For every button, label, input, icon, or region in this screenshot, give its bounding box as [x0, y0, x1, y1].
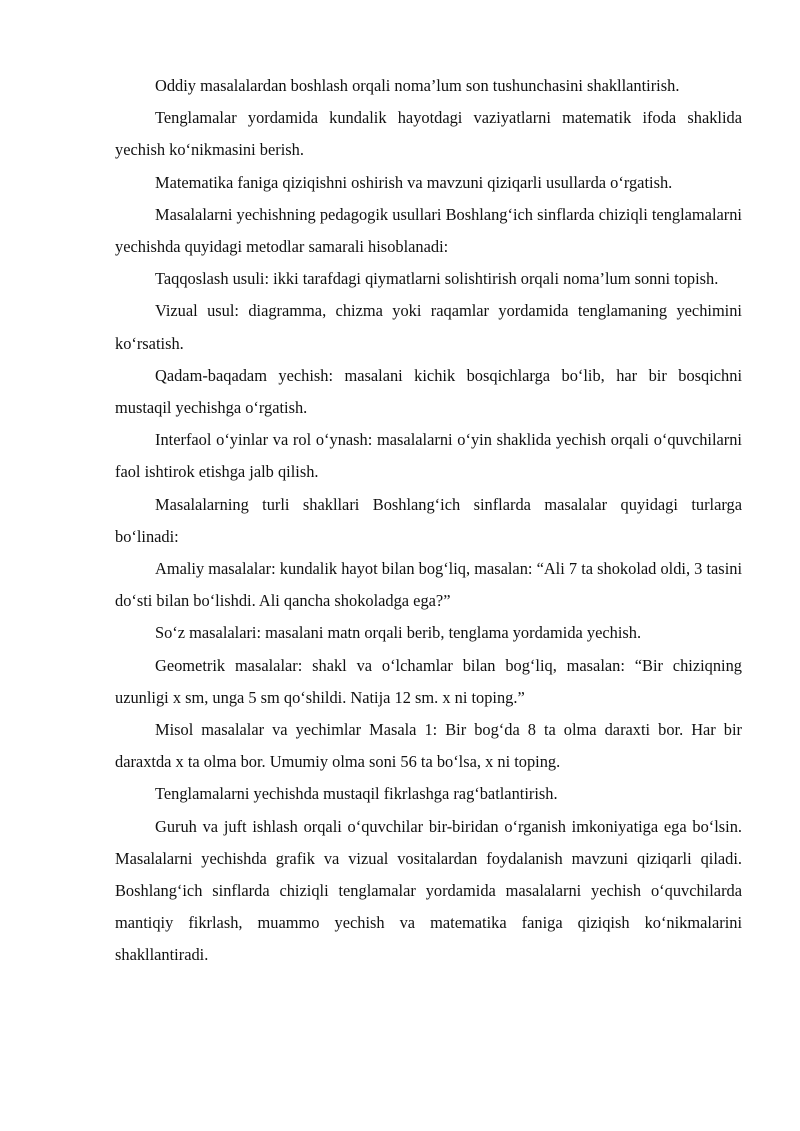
paragraph: Matematika faniga qiziqishni oshirish va mavzuni qiziqarli usullarda o‘rgatish.	[155, 172, 673, 192]
paragraph: Interfaol o‘yinlar va rol o‘ynash: masalalarni o‘yin shaklida yechish orqali o‘quvchilarni faol ishtirok etishga jalb qilish.	[115, 430, 742, 482]
paragraph: Geometrik masalalar: shakl va o‘lchamlar bilan bog‘liq, masalan: “Bir chiziqning uzunligi x sm, unga 5 sm qo‘shildi. Natija 12 sm. x ni toping.”	[115, 655, 742, 707]
paragraph: Tenglamalarni yechishda mustaqil fikrlashga rag‘batlantirish.	[155, 784, 558, 804]
document-page	[115, 70, 742, 972]
paragraph: Qadam-baqadam yechish: masalani kichik bosqichlarga bo‘lib, har bir bosqichni mustaqil yechishga o‘rgatish.	[115, 365, 742, 418]
paragraph: Misol masalalar va yechimlar Masala 1: Bir bog‘da 8 ta olma daraxti bor. Har bir daraxtda x ta olma bor. Umumiy olma soni 56 ta bo‘lsa, x ni toping.	[115, 720, 742, 772]
paragraph: Vizual usul: diagramma, chizma yoki raqamlar yordamida tenglamaning yechimini ko‘rsatish.	[115, 301, 742, 353]
paragraph: So‘z masalalari: masalani matn orqali berib, tenglama yordamida yechish.	[155, 623, 642, 643]
paragraph: Amaliy masalalar: kundalik hayot bilan bog‘liq, masalan: “Ali 7 ta shokolad oldi, 3 tasini do‘sti bilan bo‘lishdi. Ali qancha shokoladga ega?”	[115, 559, 742, 611]
paragraph: Masalalarni yechishning pedagogik usullari Boshlang‘ich sinflarda chiziqli tenglamalarni yechishda quyidagi metodlar samarali hisoblanadi:	[115, 204, 742, 257]
paragraph: Guruh va juft ishlash orqali o‘quvchilar bir-biridan o‘rganish imkoniyatiga ega bo‘lsin. Masalalarni yechishda grafik va vizual vositalardan foydalanish mavzuni qiziqarli qiladi. Boshlang‘ich sinflarda chiziqli tenglamalar yordamida masalalarni yechish o‘quvchilarda mantiqiy fikrlash, muammo yechish va matematika faniga qiziqish ko‘nikmalarini shakllantiradi.	[115, 816, 742, 965]
paragraph: Oddiy masalalardan boshlash orqali noma’lum son tushunchasini shakllantirish.	[155, 76, 680, 95]
paragraph: Tenglamalar yordamida kundalik hayotdagi vaziyatlarni matematik ifoda shaklida yechish ko‘nikmasini berish.	[115, 108, 742, 160]
paragraph: Taqqoslash usuli: ikki tarafdagi qiymatlarni solishtirish orqali noma’lum sonni topish.	[155, 269, 719, 289]
paragraph: Masalalarning turli shakllari Boshlang‘ich sinflarda masalalar quyidagi turlarga bo‘linadi:	[115, 494, 742, 546]
